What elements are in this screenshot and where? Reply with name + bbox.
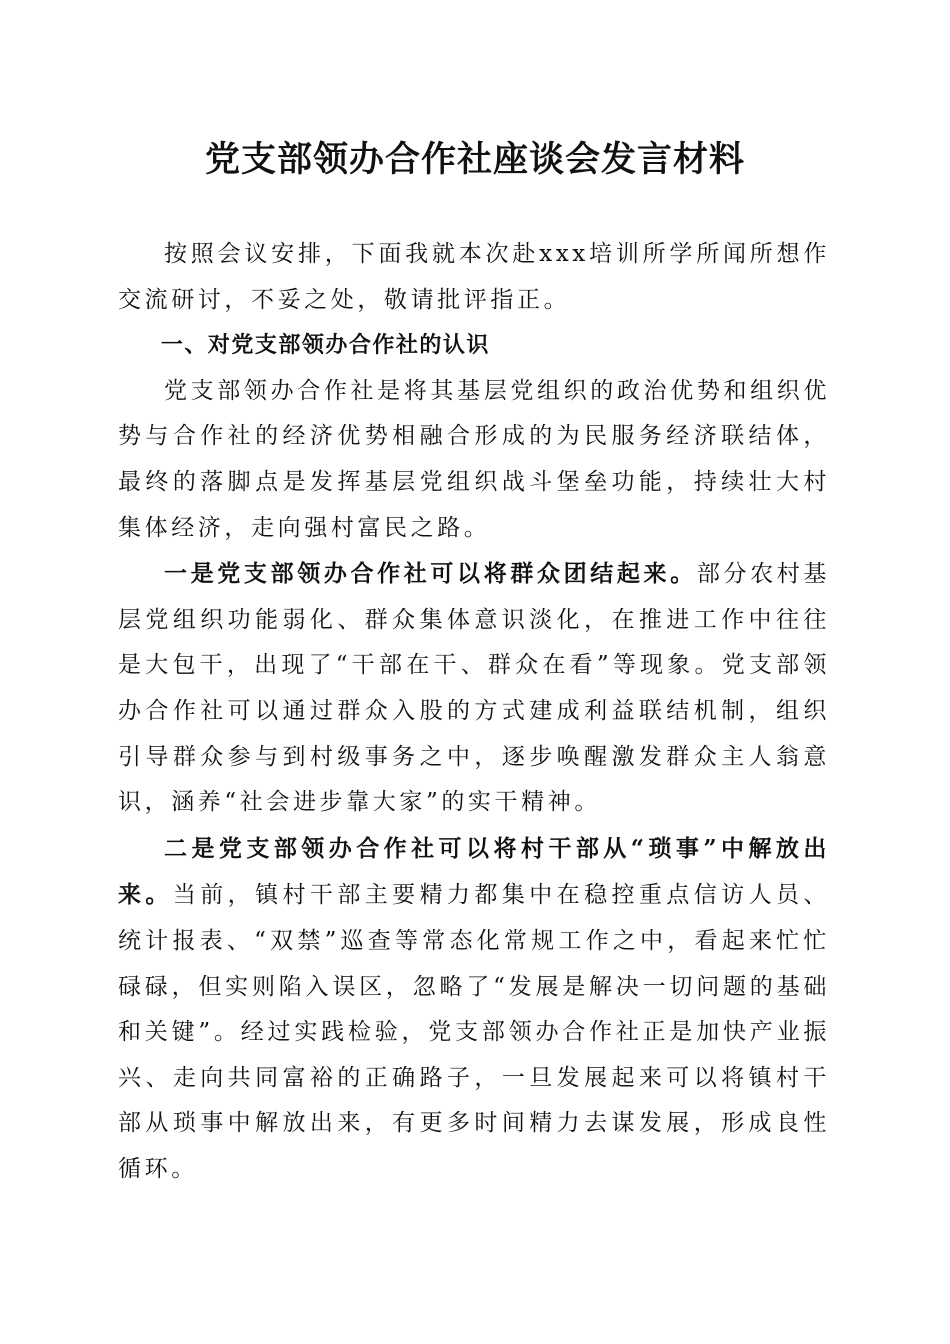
point-1-lead: 一是党支部领办合作社可以将群众团结起来。 bbox=[164, 560, 697, 588]
section-paragraph: 党支部领办合作社是将其基层党组织的政治优势和组织优势与合作社的经济优势相融合形成的为民服务经济联结体，最终的落脚点是发挥基层党组织战斗堡垒功能，持续壮大村集体经济，走向强村富民之路。 bbox=[118, 377, 830, 541]
document-body bbox=[118, 232, 830, 1192]
point-1-body: 部分农村基层党组织功能弱化、群众集体意识淡化，在推进工作中往往是大包干，出现了“干部在干、群众在看”等现象。党支部领办合作社可以通过群众入股的方式建成利益联结机制，组织引导群众参与到村级事务之中，逐步唤醒激发群众主人翁意识，涵养“社会进步靠大家”的实干精神。 bbox=[118, 561, 831, 816]
point-paragraph-2 bbox=[118, 826, 830, 1193]
point-2-lead: 二是党支部领办合作社可以将村干部从“琐事”中解放出来。 bbox=[118, 834, 830, 909]
intro-paragraph: 按照会议安排，下面我就本次赴xxx培训所学所闻所想作交流研讨，不妥之处，敬请批评指正。 bbox=[118, 241, 830, 313]
point-paragraph-1 bbox=[118, 551, 830, 826]
point-2-body: 当前，镇村干部主要精力都集中在稳控重点信访人员、统计报表、“双禁”巡查等常态化常规工作之中，看起来忙忙碌碌，但实则陷入误区，忽略了“发展是解决一切问题的基础和关键”。经过实践检验，党支部领办合作社正是加快产业振兴、走向共同富裕的正确路子，一旦发展起来可以将镇村干部从琐事中解放出来，有更多时间精力去谋发展，形成良性循环。 bbox=[118, 882, 831, 1182]
section-heading: 一、对党支部领办合作社的认识 bbox=[160, 333, 490, 359]
document-title: 党支部领办合作社座谈会发言材料 bbox=[204, 139, 745, 180]
